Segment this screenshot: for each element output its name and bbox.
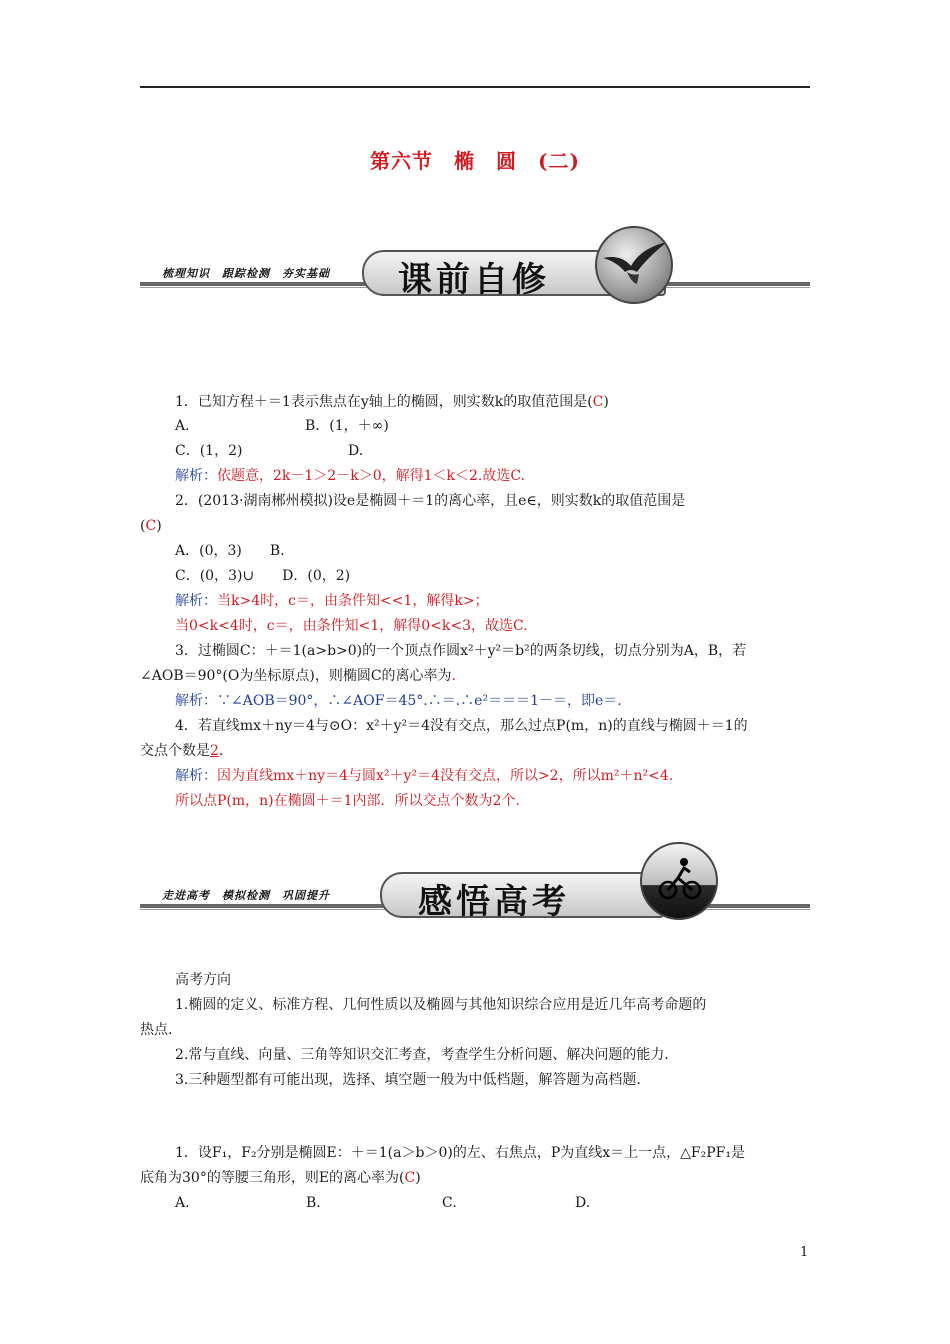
page-title: 第六节 椭 圆 (二): [370, 149, 580, 173]
question-text: 1．设F₁，F₂分别是椭圆E：＋＝1(a＞b＞0)的左、右焦点，P为直线x＝上一点，△F₂PF₁是: [175, 1145, 745, 1161]
question-1-text: 1．已知方程＋＝1表示焦点在y轴上的椭圆，则实数k的取值范围是(: [175, 394, 593, 410]
option-d: D.: [348, 443, 364, 459]
banner-subtitle: 梳理知识 跟踪检测 夯实基础: [162, 267, 330, 280]
period: .: [218, 743, 224, 759]
paren-close: ): [156, 518, 162, 534]
exam-question-1-cont: [140, 1168, 421, 1188]
question-3-text: 3．过椭圆C：＋＝1(a>b>0)的一个顶点作圆x²＋y²＝b²的两条切线，切点分别为A，B，若: [175, 643, 747, 659]
banner-heading: 课前自修: [398, 260, 550, 300]
paren-open: (: [140, 518, 146, 534]
question-text: 底角为30°的等腰三角形，则E的离心率为(: [140, 1170, 405, 1186]
option-row: [175, 441, 242, 461]
question-2-answer: [140, 516, 162, 536]
option-b: B．(1，＋∞): [305, 418, 389, 434]
cyclist-photo-icon: [640, 842, 718, 920]
solution-2: [175, 591, 489, 611]
solution-text: 当k>4时，c＝，由条件知<<1，解得k>；: [217, 593, 489, 609]
solution-label: 解析：: [175, 593, 217, 609]
solution-4: [175, 766, 673, 786]
eagle-photo-icon: [595, 226, 673, 304]
option-d-label: D.: [575, 1195, 591, 1211]
solution-text: 当0<k<4时，c＝，由条件知<1，解得0<k<3，故选C.: [175, 618, 528, 634]
option-row: [305, 416, 389, 436]
option-a-label: A.: [175, 1195, 190, 1211]
banner-heading: 感悟高考: [418, 882, 570, 922]
option-b-label: B.: [306, 1195, 321, 1211]
section-banner-exam: [140, 850, 810, 920]
direction-1: [175, 995, 706, 1015]
question-2: [175, 491, 685, 511]
options-ab: A．(0，3) B.: [175, 543, 285, 559]
direction-3: [175, 1070, 641, 1090]
option-row: [175, 541, 285, 561]
direction-text: 1.椭圆的定义、标准方程、几何性质以及椭圆与其他知识综合应用是近几年高考命题的: [175, 997, 707, 1013]
direction-text: 3.三种题型都有可能出现，选择、填空题一般为中低档题，解答题为高档题.: [175, 1072, 641, 1088]
solution-text: 所以点P(m，n)在椭圆＋＝1内部．所以交点个数为2个.: [175, 793, 520, 809]
solution-text: 依题意，2k－1＞2－k＞0，解得1＜k＜2.故选C.: [217, 468, 526, 484]
paren-close: ): [415, 1170, 421, 1186]
exam-question-1: [175, 1143, 745, 1163]
option-b: [306, 1193, 321, 1213]
solution-label: 解析：: [175, 768, 217, 784]
solution-label: 解析：: [175, 468, 217, 484]
options-cd: C．(0，3)∪ D．(0，2): [175, 568, 351, 584]
solution-2-cont: [175, 616, 528, 636]
option-d: [575, 1193, 590, 1213]
option-c: [442, 1193, 457, 1213]
solution-text: 因为直线mx＋ny＝4与圆x²＋y²＝4没有交点，所以>2，所以m²＋n²<4.: [217, 768, 674, 784]
question-3: [175, 641, 746, 661]
solution-1: [175, 466, 525, 486]
direction-2: [175, 1045, 669, 1065]
direction-heading: 高考方向: [175, 972, 231, 988]
solution-4-cont: [175, 791, 520, 811]
answer-2: C: [145, 518, 157, 534]
solution-label: 解析：: [175, 693, 217, 709]
option-row: [175, 416, 190, 436]
question-4-cont: [140, 741, 223, 761]
answer: C: [404, 1170, 416, 1186]
question-4: [175, 716, 748, 736]
solution-text: ∵∠AOB＝90°，∴∠AOF＝45°.∴＝.∴e²＝＝＝1－＝，即e＝.: [217, 693, 622, 709]
option-c: C．(1，2): [175, 443, 243, 459]
question-2-text: 2．(2013·湖南郴州模拟)设e是椭圆＋＝1的离心率，且e∈，则实数k的取值范围是: [175, 493, 686, 509]
exam-direction-title: [175, 970, 231, 990]
paren-close: ): [603, 394, 609, 410]
direction-text: 2.常与直线、向量、三角等知识交汇考查，考查学生分析问题、解决问题的能力.: [175, 1047, 669, 1063]
question-3-cont: [140, 666, 466, 686]
question-3-text: ∠AOB＝90°(O为坐标原点)，则椭圆C的离心率为: [140, 668, 452, 684]
question-4-text: 4．若直线mx＋ny＝4与⊙O：x²＋y²＝4没有交点，那么过点P(m，n)的直线与椭圆＋＝1的: [175, 718, 748, 734]
section-banner-preview: [140, 228, 810, 298]
option-a: [175, 1193, 190, 1213]
page-number: 1: [800, 1245, 809, 1260]
direction-1-cont: [140, 1020, 172, 1040]
question-4-text: 交点个数是: [140, 743, 210, 759]
answer-3: ．: [451, 668, 466, 684]
option-row: [348, 441, 363, 461]
direction-text: 热点.: [140, 1022, 173, 1038]
option-c-label: C.: [442, 1195, 457, 1211]
banner-subtitle: 走进高考 模拟检测 巩固提升: [162, 889, 330, 902]
answer-4: 2: [210, 743, 219, 759]
header-rule: [140, 86, 810, 88]
solution-3: [175, 691, 622, 711]
question-1: [175, 392, 609, 412]
option-a: A.: [175, 418, 190, 434]
answer-1: C: [592, 394, 604, 410]
option-row: [175, 566, 350, 586]
